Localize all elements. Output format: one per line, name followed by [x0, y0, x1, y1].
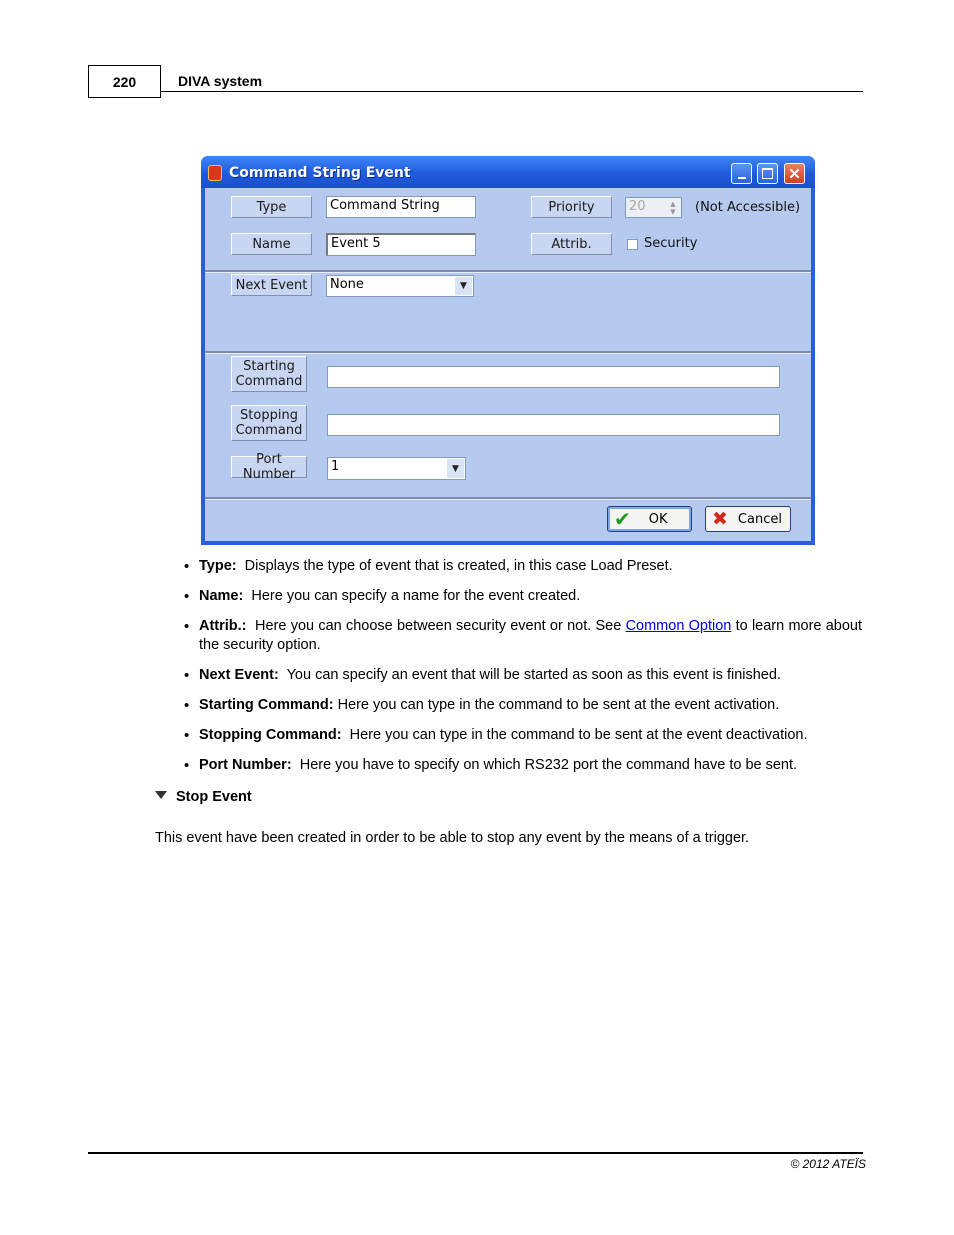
footer-copyright: © 2012 ATEÏS [790, 1157, 866, 1171]
dialog-title: Command String Event [229, 165, 411, 181]
separator [205, 497, 811, 500]
close-icon: ✕ [788, 165, 801, 183]
name-field[interactable]: Event 5 [326, 233, 476, 256]
list-item [180, 696, 862, 715]
stopping-command-field[interactable] [327, 414, 780, 436]
bullet-term: Attrib.: [199, 618, 247, 634]
checkmark-icon: ✔ [614, 507, 631, 531]
port-number-label: Port Number [231, 456, 307, 478]
priority-value: 20 [629, 199, 646, 214]
type-label: Type [231, 196, 312, 218]
bullet-term: Type: [199, 558, 237, 574]
priority-label: Priority [531, 196, 612, 218]
priority-note: (Not Accessible) [695, 200, 801, 215]
dialog-client-area [205, 188, 811, 541]
name-label: Name [231, 233, 312, 255]
next-event-select[interactable] [326, 275, 474, 297]
minimize-button[interactable] [731, 163, 752, 184]
list-item [180, 666, 862, 685]
type-field[interactable]: Command String [326, 196, 476, 218]
cancel-label: Cancel [737, 511, 782, 527]
bullet-term: Next Event: [199, 667, 279, 683]
section-heading[interactable] [155, 789, 252, 805]
common-option-link[interactable]: Common Option [625, 618, 732, 634]
bullet-text: Displays the type of event that is created, in this case Load Preset. [244, 558, 673, 574]
field-descriptions [180, 557, 862, 786]
minimize-icon [738, 177, 746, 179]
footer-rule [88, 1152, 863, 1154]
maximize-button[interactable] [757, 163, 778, 184]
spinner-arrows-icon: ▲ ▼ [670, 199, 676, 216]
security-label: Security [644, 236, 698, 251]
next-event-value: None [330, 277, 364, 292]
port-number-value: 1 [331, 459, 340, 474]
ok-label: OK [648, 511, 668, 527]
command-string-event-dialog [201, 156, 815, 545]
section-title: Stop Event [176, 789, 252, 805]
bullet-text: Here you can type in the command to be sent at the event activation. [337, 697, 780, 713]
page-number: 220 [88, 65, 161, 98]
header-title: DIVA system [178, 73, 263, 89]
header-rule [161, 91, 863, 92]
separator [205, 351, 811, 354]
bullet-text: Here you can specify a name for the event created. [251, 588, 581, 604]
list-item [180, 587, 862, 606]
priority-spinner [625, 197, 682, 218]
bullet-text: Here you can type in the command to be sent at the event deactivation. [349, 727, 808, 743]
section-paragraph: This event have been created in order to be able to stop any event by the means of a trigger. [155, 830, 750, 846]
bullet-text: Here you can choose between security event or not. See [255, 618, 622, 634]
chevron-down-icon: ▼ [455, 277, 472, 295]
close-button[interactable] [784, 163, 805, 184]
cancel-button[interactable] [705, 506, 791, 532]
list-item [180, 726, 862, 745]
dialog-titlebar [201, 156, 815, 188]
starting-command-field[interactable] [327, 366, 780, 388]
expand-triangle-icon[interactable] [155, 791, 167, 799]
list-item [180, 756, 862, 775]
cancel-x-icon: ✖ [712, 508, 728, 530]
bullet-text: You can specify an event that will be started as soon as this event is finished. [286, 667, 781, 683]
bullet-text: Here you have to specify on which RS232 port the command have to be sent. [299, 757, 798, 773]
attrib-label: Attrib. [531, 233, 612, 255]
list-item [180, 557, 862, 576]
bullet-term: Name: [199, 588, 244, 604]
app-icon [208, 165, 222, 181]
next-event-label: Next Event [231, 274, 312, 296]
bullet-term: Starting Command: [199, 697, 334, 713]
port-number-select[interactable] [327, 457, 466, 480]
list-item [180, 617, 862, 655]
bullet-term: Stopping Command: [199, 727, 342, 743]
separator [205, 270, 811, 273]
starting-command-label: Starting Command [231, 356, 307, 392]
chevron-down-icon: ▼ [447, 459, 464, 478]
bullet-text: to learn more about the security option. [199, 618, 863, 653]
stopping-command-label: Stopping Command [231, 405, 307, 441]
bullet-term: Port Number: [199, 757, 292, 773]
security-checkbox[interactable] [627, 239, 638, 250]
maximize-icon [762, 168, 773, 179]
ok-button[interactable] [607, 506, 692, 532]
